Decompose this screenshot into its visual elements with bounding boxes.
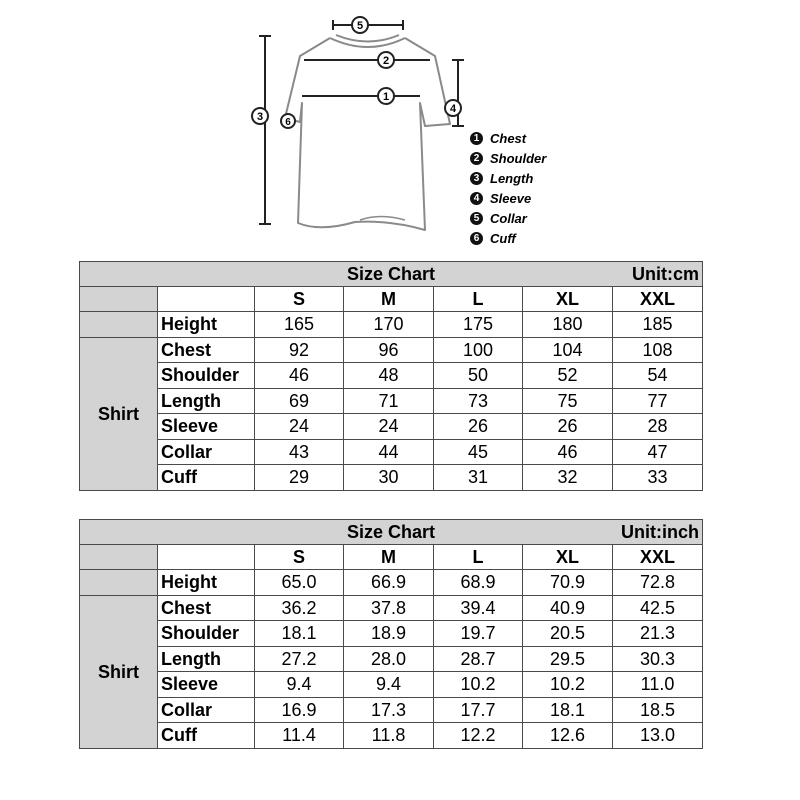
table-title: Size Chart: [346, 522, 436, 542]
measurement-value: 16.9: [255, 697, 344, 723]
header-blank-cell: [158, 545, 255, 570]
measurement-value: 47: [613, 439, 703, 465]
svg-text:6: 6: [285, 117, 291, 128]
measurement-label: Length: [158, 646, 255, 672]
measurement-label: Cuff: [158, 465, 255, 491]
legend-label: Chest: [490, 130, 527, 146]
svg-text:4: 4: [449, 103, 457, 115]
legend-item-collar: [470, 208, 590, 228]
measurement-value: 43: [255, 439, 344, 465]
height-row: [80, 312, 703, 338]
measurement-value: 100: [434, 337, 523, 363]
header-blank-cell: [80, 287, 158, 312]
measurement-value: 77: [613, 388, 703, 414]
header-blank-cell: [158, 287, 255, 312]
measurement-value: 75: [523, 388, 613, 414]
height-value: 180: [523, 312, 613, 338]
measurement-value: 24: [255, 414, 344, 440]
measurement-value: 12.6: [523, 723, 613, 749]
measurement-label: Cuff: [158, 723, 255, 749]
measurement-row-collar: [80, 439, 703, 465]
measurement-label: Chest: [158, 337, 255, 363]
measurement-legend: [470, 128, 590, 248]
row-blank-cell: [80, 312, 158, 338]
measurement-value: 29: [255, 465, 344, 491]
row-blank-cell: [80, 570, 158, 596]
measurement-row-sleeve: [80, 672, 703, 698]
height-value: 70.9: [523, 570, 613, 596]
size-header-xl: XL: [523, 287, 613, 312]
measurement-value: 21.3: [613, 621, 703, 647]
number-1-icon: 1: [470, 132, 483, 145]
size-chart-inch-table: [79, 519, 703, 749]
height-value: 185: [613, 312, 703, 338]
measurement-value: 30.3: [613, 646, 703, 672]
measurement-label: Sleeve: [158, 414, 255, 440]
height-value: 170: [344, 312, 434, 338]
measurement-label: Length: [158, 388, 255, 414]
height-row: [80, 570, 703, 596]
size-header-l: L: [434, 287, 523, 312]
number-4-icon: 4: [470, 192, 483, 205]
size-header-s: S: [255, 545, 344, 570]
shirt-group-label: Shirt: [80, 337, 158, 490]
measurement-label: Collar: [158, 697, 255, 723]
legend-label: Shoulder: [490, 150, 547, 166]
measurement-row-length: [80, 388, 703, 414]
legend-item-sleeve: [470, 188, 590, 208]
measurement-value: 11.0: [613, 672, 703, 698]
measurement-value: 26: [523, 414, 613, 440]
measurement-value: 10.2: [523, 672, 613, 698]
measurement-value: 54: [613, 363, 703, 389]
measurement-value: 39.4: [434, 595, 523, 621]
height-value: 165: [255, 312, 344, 338]
measurement-value: 11.4: [255, 723, 344, 749]
measurement-value: 13.0: [613, 723, 703, 749]
measurement-value: 37.8: [344, 595, 434, 621]
size-header-xxl: XXL: [613, 287, 703, 312]
svg-text:5: 5: [356, 20, 364, 32]
measurement-value: 31: [434, 465, 523, 491]
measurement-value: 28.7: [434, 646, 523, 672]
measurement-value: 104: [523, 337, 613, 363]
svg-text:3: 3: [256, 111, 264, 123]
size-header-xl: XL: [523, 545, 613, 570]
measurement-label: Shoulder: [158, 363, 255, 389]
measurement-value: 29.5: [523, 646, 613, 672]
table-title-row: [80, 262, 703, 287]
height-label: Height: [158, 570, 255, 596]
measurement-value: 92: [255, 337, 344, 363]
unit-label: Unit:cm: [632, 264, 700, 284]
measurement-row-length: [80, 646, 703, 672]
height-value: 68.9: [434, 570, 523, 596]
measurement-value: 48: [344, 363, 434, 389]
number-6-icon: 6: [470, 232, 483, 245]
measurement-value: 44: [344, 439, 434, 465]
measurement-value: 71: [344, 388, 434, 414]
legend-label: Length: [490, 170, 534, 186]
size-header-row: [80, 545, 703, 570]
measurement-value: 69: [255, 388, 344, 414]
size-header-row: [80, 287, 703, 312]
legend-label: Sleeve: [490, 190, 532, 206]
measurement-label: Chest: [158, 595, 255, 621]
legend-item-shoulder: [470, 148, 590, 168]
number-5-icon: 5: [470, 212, 483, 225]
measurement-value: 52: [523, 363, 613, 389]
measurement-row-chest: [80, 595, 703, 621]
size-header-xxl: XXL: [613, 545, 703, 570]
measurement-value: 36.2: [255, 595, 344, 621]
measurement-value: 73: [434, 388, 523, 414]
height-value: 72.8: [613, 570, 703, 596]
measurement-label: Sleeve: [158, 672, 255, 698]
svg-text:2: 2: [382, 55, 390, 67]
measurement-row-cuff: [80, 465, 703, 491]
measurement-value: 28: [613, 414, 703, 440]
legend-item-length: [470, 168, 590, 188]
measurement-row-collar: [80, 697, 703, 723]
shirt-group-label: Shirt: [80, 595, 158, 748]
measurement-value: 46: [523, 439, 613, 465]
measurement-value: 17.3: [344, 697, 434, 723]
measurement-value: 18.1: [523, 697, 613, 723]
measurement-value: 28.0: [344, 646, 434, 672]
measurement-value: 26: [434, 414, 523, 440]
table-title-cell: [80, 520, 703, 545]
measurement-value: 18.9: [344, 621, 434, 647]
measurement-value: 11.8: [344, 723, 434, 749]
height-value: 175: [434, 312, 523, 338]
size-chart-cm-table: [79, 261, 703, 491]
measurement-value: 50: [434, 363, 523, 389]
measurement-value: 20.5: [523, 621, 613, 647]
measurement-value: 30: [344, 465, 434, 491]
svg-text:1: 1: [382, 91, 390, 103]
measurement-value: 18.1: [255, 621, 344, 647]
measurement-value: 96: [344, 337, 434, 363]
table-title-row: [80, 520, 703, 545]
size-header-m: M: [344, 287, 434, 312]
size-header-m: M: [344, 545, 434, 570]
measurement-row-sleeve: [80, 414, 703, 440]
height-value: 66.9: [344, 570, 434, 596]
measurement-value: 45: [434, 439, 523, 465]
size-header-s: S: [255, 287, 344, 312]
measurement-value: 108: [613, 337, 703, 363]
measurement-value: 19.7: [434, 621, 523, 647]
height-label: Height: [158, 312, 255, 338]
table-title-cell: [80, 262, 703, 287]
measurement-row-chest: [80, 337, 703, 363]
measurement-row-cuff: [80, 723, 703, 749]
measurement-value: 24: [344, 414, 434, 440]
measurement-label: Collar: [158, 439, 255, 465]
measurement-value: 18.5: [613, 697, 703, 723]
measurement-value: 27.2: [255, 646, 344, 672]
height-value: 65.0: [255, 570, 344, 596]
size-header-l: L: [434, 545, 523, 570]
measurement-row-shoulder: [80, 363, 703, 389]
measurement-value: 9.4: [344, 672, 434, 698]
measurement-value: 10.2: [434, 672, 523, 698]
measurement-value: 12.2: [434, 723, 523, 749]
legend-item-cuff: [470, 228, 590, 248]
header-blank-cell: [80, 545, 158, 570]
measurement-value: 17.7: [434, 697, 523, 723]
measurement-value: 42.5: [613, 595, 703, 621]
legend-label: Collar: [490, 210, 527, 226]
measurement-label: Shoulder: [158, 621, 255, 647]
measurement-value: 46: [255, 363, 344, 389]
measurement-value: 9.4: [255, 672, 344, 698]
table-title: Size Chart: [346, 264, 436, 284]
measurement-row-shoulder: [80, 621, 703, 647]
measurement-value: 33: [613, 465, 703, 491]
number-2-icon: 2: [470, 152, 483, 165]
legend-item-chest: [470, 128, 590, 148]
number-3-icon: 3: [470, 172, 483, 185]
measurement-value: 32: [523, 465, 613, 491]
measurement-value: 40.9: [523, 595, 613, 621]
legend-label: Cuff: [490, 230, 516, 246]
unit-label: Unit:inch: [621, 522, 700, 542]
